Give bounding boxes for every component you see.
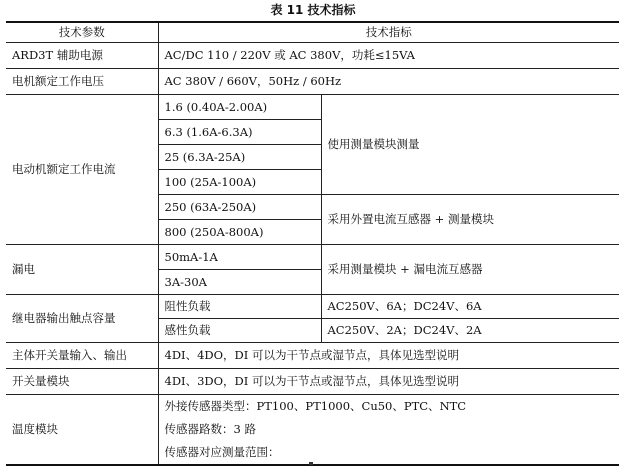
table-row bbox=[6, 394, 619, 465]
header-param: 技术参数 bbox=[6, 22, 158, 42]
spec-temperature bbox=[158, 394, 619, 465]
leakage-range: 3A-30A bbox=[158, 269, 321, 294]
current-range: 800 (250A-800A) bbox=[158, 219, 321, 244]
param-motor-voltage: 电机额定工作电压 bbox=[6, 68, 158, 94]
temperature-line: 外接传感器类型：PT100、PT1000、Cu50、PTC、NTC bbox=[164, 398, 467, 413]
current-range: 6.3 (1.6A-6.3A) bbox=[158, 119, 321, 144]
leakage-range: 50mA-1A bbox=[158, 244, 321, 269]
current-range: 100 (25A-100A) bbox=[158, 169, 321, 194]
param-aux-power: ARD3T 辅助电源 bbox=[6, 42, 158, 68]
current-range: 250 (63A-250A) bbox=[158, 194, 321, 219]
table-row bbox=[6, 368, 619, 394]
table-row bbox=[6, 68, 619, 94]
relay-load-type: 阻性负载 bbox=[158, 294, 321, 318]
spec-motor-voltage: AC 380V / 660V，50Hz / 60Hz bbox=[158, 68, 619, 94]
param-temperature: 温度模块 bbox=[6, 394, 158, 465]
relay-load-type: 感性负载 bbox=[158, 318, 321, 342]
param-main-switch: 主体开关量输入、输出 bbox=[6, 342, 158, 368]
page-marker bbox=[309, 462, 313, 465]
table-header-row bbox=[6, 22, 619, 42]
current-note-internal: 使用测量模块测量 bbox=[321, 94, 619, 194]
spec-aux-power: AC/DC 110 / 220V 或 AC 380V，功耗≤15VA bbox=[158, 42, 619, 68]
relay-load-rating: AC250V、6A；DC24V、6A bbox=[321, 294, 619, 318]
temperature-line: 传感器路数：3 路 bbox=[164, 421, 256, 436]
leakage-note: 采用测量模块 + 漏电流互感器 bbox=[321, 244, 619, 294]
current-range: 1.6 (0.40A-2.00A) bbox=[158, 94, 321, 119]
param-relay: 继电器输出触点容量 bbox=[6, 294, 158, 342]
table-caption: 表 11 技术指标 bbox=[270, 3, 356, 17]
header-spec: 技术指标 bbox=[158, 22, 619, 42]
param-switch-module: 开关量模块 bbox=[6, 368, 158, 394]
table-row bbox=[6, 244, 619, 269]
table-row bbox=[6, 342, 619, 368]
current-range: 25 (6.3A-25A) bbox=[158, 144, 321, 169]
spec-switch-module: 4DI、3DO，DI 可以为干节点或湿节点，具体见选型说明 bbox=[158, 368, 619, 394]
spec-table bbox=[6, 21, 619, 466]
spec-main-switch: 4DI、4DO，DI 可以为干节点或湿节点，具体见选型说明 bbox=[158, 342, 619, 368]
table-row bbox=[6, 94, 619, 119]
param-motor-current: 电动机额定工作电流 bbox=[6, 94, 158, 244]
table-row bbox=[6, 294, 619, 318]
table-row bbox=[6, 42, 619, 68]
temperature-line: 传感器对应测量范围： bbox=[164, 444, 280, 459]
relay-load-rating: AC250V、2A；DC24V、2A bbox=[321, 318, 619, 342]
param-leakage: 漏电 bbox=[6, 244, 158, 294]
current-note-external: 采用外置电流互感器 + 测量模块 bbox=[321, 194, 619, 244]
